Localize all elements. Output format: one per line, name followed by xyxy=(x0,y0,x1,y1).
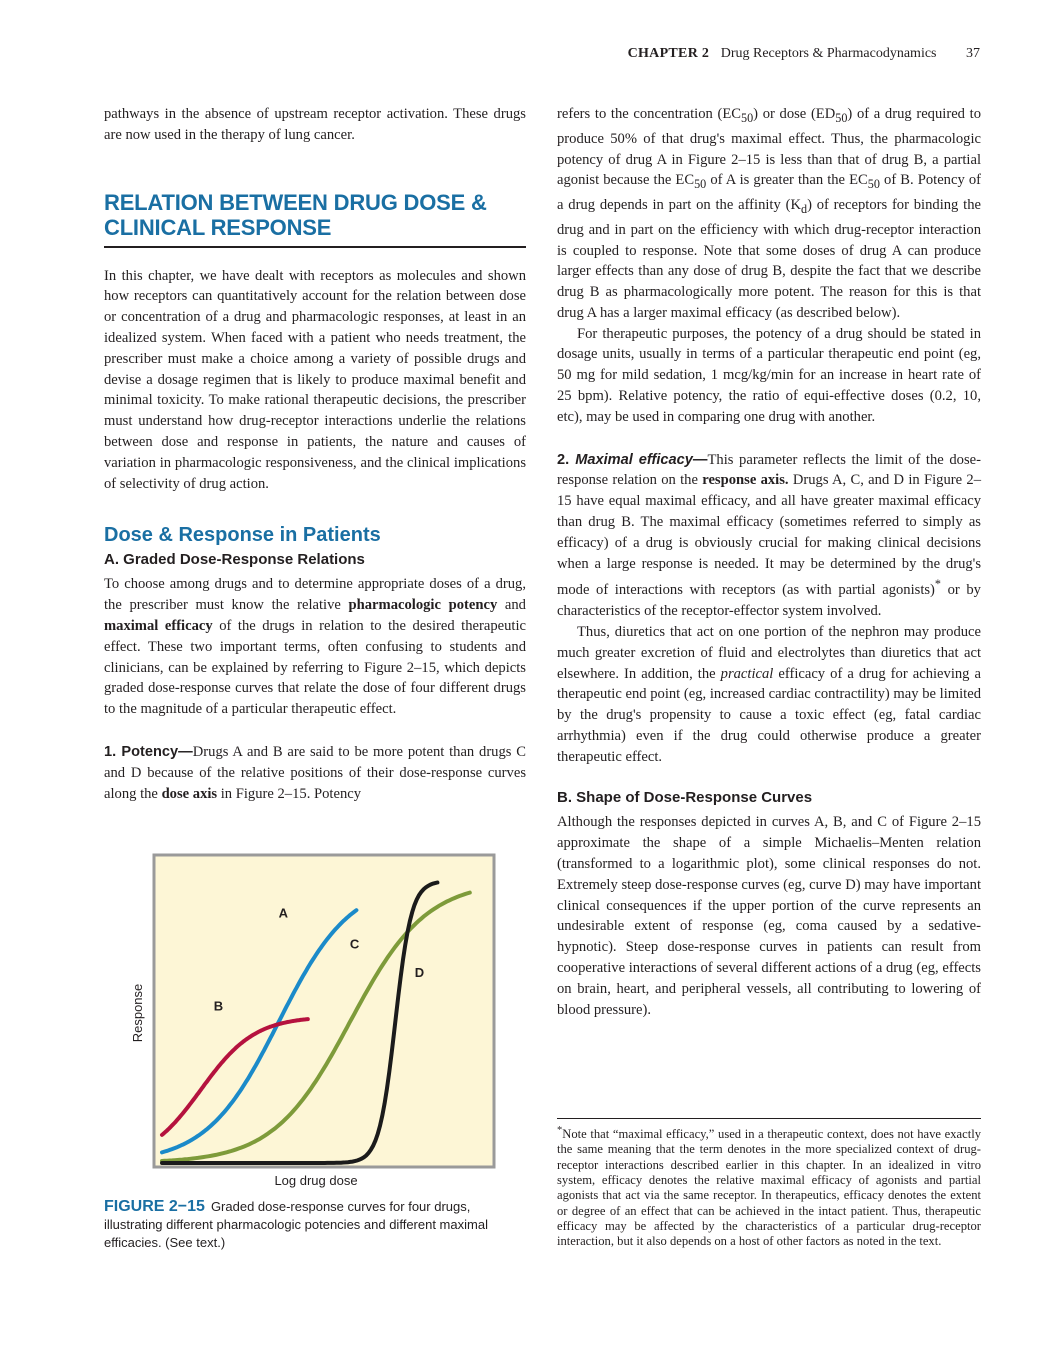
chapter-title: Drug Receptors & Pharmacodynamics xyxy=(720,46,937,61)
subsubsection-heading-a: A. Graded Dose-Response Relations xyxy=(104,551,365,569)
paragraph-efficacy: 2. Maximal efficacy—This parameter reflects the limit of the dose-response relation on the response axis. Drugs A, C, and D in Figure 2–15 have equal maximal efficacy, and all have greater maximal efficacy than drug B. The maximal efficacy (sometimes referred to simply as efficacy) of a drug is obviously crucial for making clinical decisions when a large response is needed. It may be determined by the drug's mode of interactions with receptors (as with partial agonists)* or by characteristics of the receptor-effector system involved. xyxy=(557,451,981,620)
dose-response-chart xyxy=(104,853,496,1193)
figure-label: FIGURE 2−15 xyxy=(104,1198,205,1215)
paragraph-graded: To choose among drugs and to determine appropriate doses of a drug, the prescriber must know the relative pharmacologic potency and maximal efficacy of the drugs in relation to the desired therapeutic effect. These two important terms, often confusing to students and clinicians, can be explained by referring to Figure 2–15, which depicts graded dose-response curves that relate the dose of four different drugs to the magnitude of a particular therapeutic effect. xyxy=(104,576,526,718)
paragraph-ec50: refers to the concentration $(EC_{50})$ or dose $(ED_{50})$ of a drug required to produce 50% of that drug's maximal effect. Thus, the pharmacologic potency of drug A in Figure 2–15 is less than that of drug B, a partial agonist because the $EC_{50}$ of A is greater than the $EC_{50}$ of B. Potency of a drug depends in part on the affinity $(K_d)$ of receptors for binding the drug and in part on the efficiency with which drug-receptor interaction is coupled to response. Note that some doses of drug A can produce larger effects than any dose of drug B, despite the fact that we describe drug B as pharmacologically more potent. The reason for this is that drug A has a larger maximal efficacy (as described below). xyxy=(557,106,981,321)
subsubsection-heading-b: B. Shape of Dose-Response Curves xyxy=(557,789,813,807)
chapter-label: CHAPTER 2 xyxy=(627,46,710,61)
curve-label-b: B xyxy=(213,998,224,1014)
right-column xyxy=(557,104,981,1020)
section-heading: RELATION BETWEEN DRUG DOSE & CLINICAL RESPONSE xyxy=(104,190,526,248)
paragraph-therapeutic: For therapeutic purposes, the potency of a drug should be stated in dosage units, usually in terms of a particular therapeutic end point (eg, 50 mg for mild sedation, 1 mcg/kg/min for an increase in heart rate of 25 bpm). Relative potency, the ratio of equi-effective doses (0.2, 10, etc), may be used in comparing one drug with another. xyxy=(557,325,981,425)
curve-label-c: C xyxy=(349,936,360,952)
footnote xyxy=(557,1118,981,1250)
left-column xyxy=(104,104,526,804)
page-number: 37 xyxy=(966,46,980,61)
figure-2-15 xyxy=(104,853,496,1193)
footnote-text: Note that “maximal efficacy,” used in a therapeutic context, does not have exactly the same meaning that the term denotes in the more specialized context of drug-receptor interactions described earlier in this chapter. In an idealized in vitro system, efficacy denotes the relative maximal efficacy of agonists and partial agonists that act via the same receptor. In therapeutics, efficacy denotes the extent or degree of an effect that can be achieved in the intact patient. Thus, therapeutic efficacy may be affected by the characteristics of a particular drug-receptor interaction, but it also depends on a host of other factors as noted in the text. xyxy=(557,1127,981,1249)
paragraph-intro: In this chapter, we have dealt with receptors as molecules and shown how receptors can quantitatively account for the relation between dose or concentration of a drug and pharmacologic responses, at least in an idealized system. When faced with a patient who needs treatment, the prescriber must make a choice among a variety of possible drugs and devise a dosage regimen that is likely to produce maximal benefit and minimal toxicity. To make rational therapeutic decisions, the prescriber must understand how drug-receptor interactions underlie the relations between dose and response in patients, the nature and causes of variation in pharmacologic responsiveness, and the clinical implications of selectivity of drug action. xyxy=(104,267,526,492)
subsection-heading: Dose & Response in Patients xyxy=(104,524,381,547)
figure-caption-text: Graded dose-response curves for four drugs, illustrating different pharmacologic potencies and different maximal efficacies. (See text.) xyxy=(104,1199,488,1250)
running-head xyxy=(628,46,980,62)
paragraph-diuretics: Thus, diuretics that act on one portion of the nephron may produce much greater excretion of fluid and electrolytes than diuretics that act elsewhere. In addition, the practical efficacy of a drug for achieving a therapeutic end point (eg, increased cardiac contractility) may be limited by the drug's propensity to cause a toxic effect (eg, fatal cardiac arrhythmia) even if the drug could otherwise produce a greater therapeutic effect. xyxy=(557,623,981,765)
paragraph-potency: 1. Potency—Drugs A and B are said to be more potent than drugs C and D because of the relative positions of their dose-response curves along the dose axis in Figure 2–15. Potency xyxy=(104,743,526,802)
paragraph-shape: Although the responses depicted in curves A, B, and C of Figure 2–15 approximate the shape of a simple Michaelis–Menten relation (transformed to a logarithmic plot), some clinical responses do not. Extremely steep dose-response curves (eg, curve D) may have important clinical consequences if the upper portion of the curve represents an undesirable extent of response (eg, coma caused by a sedative-hypnotic). Steep dose-response curves in patients can result from cooperative interactions of several different actions of a drug (eg, effects on brain, heart, and peripheral vessels, all contributing to lowering of blood pressure). xyxy=(557,814,981,1018)
y-axis-label: Response xyxy=(130,983,145,1043)
curve-label-d: D xyxy=(414,964,425,980)
paragraph-continued: pathways in the absence of upstream receptor activation. These drugs are now used in the therapy of lung cancer. xyxy=(104,106,526,143)
curve-label-a: A xyxy=(278,905,288,921)
figure-caption xyxy=(104,1198,524,1252)
footnote-marker: * xyxy=(557,1125,563,1136)
x-axis-label: Log drug dose xyxy=(274,1173,358,1188)
